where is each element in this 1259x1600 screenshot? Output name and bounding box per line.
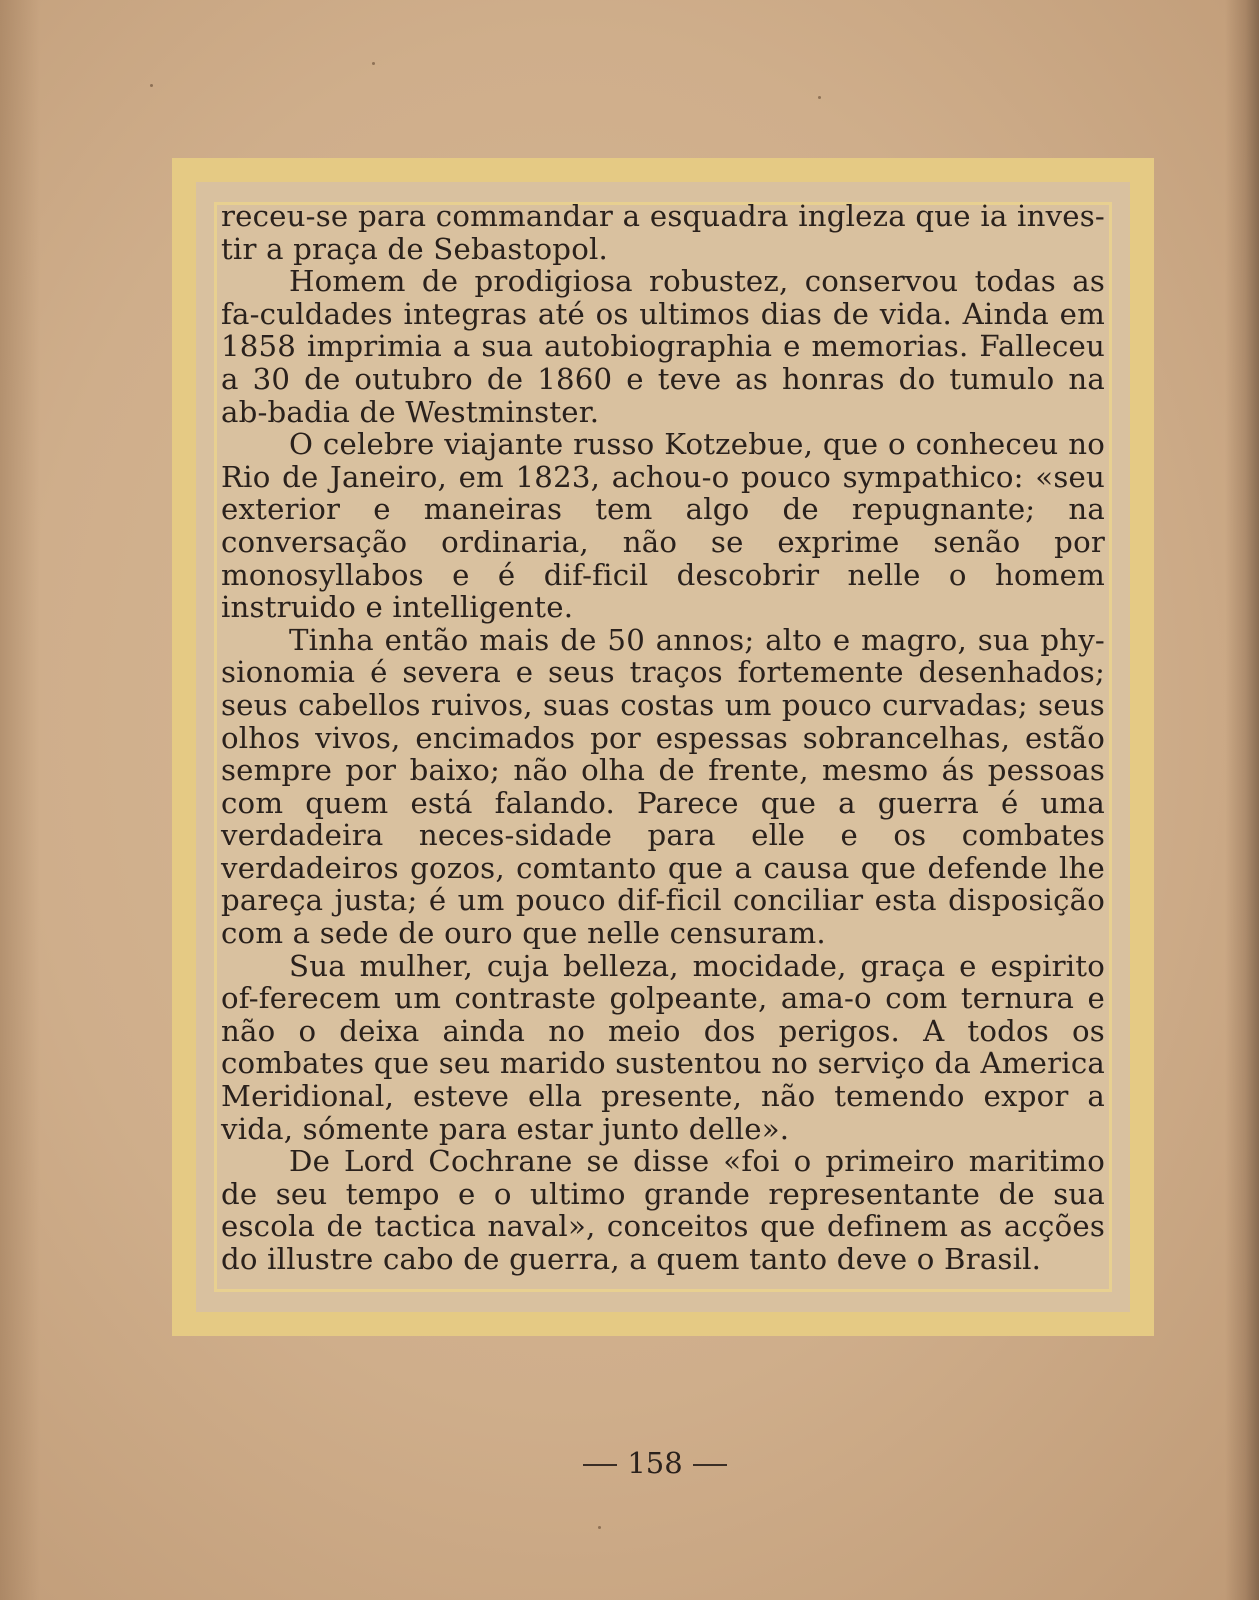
paper-speck [150,84,153,87]
paragraph-6: De Lord Cochrane se disse «foi o primeiro maritimo de seu tempo e o ultimo grande representante de sua escola de tactica naval», conceitos que definem as acções do illustre cabo de guerra, a quem tanto deve o Brasil. [221,1144,1105,1276]
body-text [221,200,1105,1276]
paragraph-4: Tinha então mais de 50 annos; alto e magro, sua phy-sionomia é severa e seus traços fortemente desenhados; seus cabellos ruivos, suas costas um pouco curvadas; seus olhos vivos, encimados por espessas sobrancelhas, estão sempre por baixo; não olha de frente, mesmo ás pessoas com quem está falando. Parece que a guerra é uma verdadeira neces-sidade para elle e os combates verdadeiros gozos, comtanto que a causa que defende lhe pareça justa; é um pouco dif-ficil conciliar esta disposição com a sede de ouro que nelle censuram. [221,622,1105,951]
paragraph-2: Homem de prodigiosa robustez, conservou todas as fa-culdades integras até os ultimos dias de vida. Ainda em 1858 imprimia a sua autobiographia e memorias. Falleceu a 30 de outubro de 1860 e teve as honras do tumulo na ab-badia de Westminster. [221,264,1105,429]
page-left-edge [0,0,40,1600]
paragraph-1: receu-se para commandar a esquadra ingleza que ia inves-tir a praça de Sebastopol. [221,199,1105,266]
paper-speck [372,62,375,65]
paper-speck [598,1526,601,1529]
paragraph-5: Sua mulher, cuja belleza, mocidade, graça e espirito of-ferecem um contraste golpeante, ama-o com ternura e não o deixa ainda no meio dos perigos. A todos os combates que seu marido sustentou no serviço da America Meridional, esteve ella presente, não temendo expor a vida, sómente para estar junto delle». [221,948,1105,1146]
page-footer [560,1446,750,1480]
footer-dash-left [583,1464,617,1466]
paper-speck [818,96,821,99]
paragraph-3: O celebre viajante russo Kotzebue, que o conheceu no Rio de Janeiro, em 1823, achou-o pouco sympathico: «seu exterior e maneiras tem algo de repugnante; na conversação ordinaria, não se exprime senão por monosyllabos e é dif-ficil descobrir nelle o homem instruido e intelligente. [221,427,1105,625]
footer-dash-right [693,1464,727,1466]
page-spine-shadow [1225,0,1259,1600]
page-number: 158 [627,1446,683,1480]
